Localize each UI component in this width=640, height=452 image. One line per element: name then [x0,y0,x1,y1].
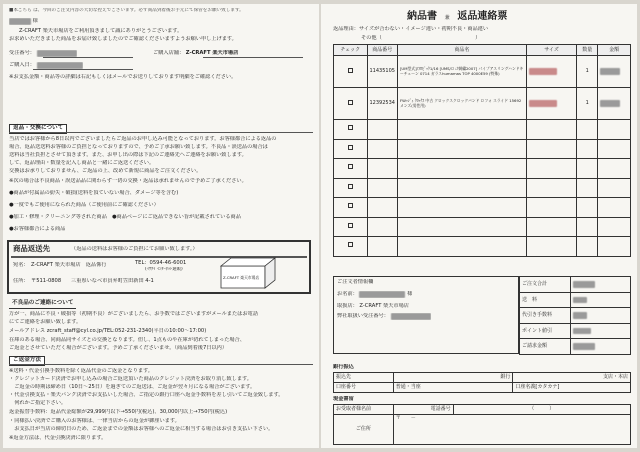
address-field[interactable]: 〒 － [393,415,630,445]
return-checkbox[interactable] [348,242,353,247]
item-code: 12392534 [367,88,397,120]
customer-info-box [333,276,519,354]
exchange-bullet-3: ●加工・修理・クリーニング等された商品 ●商品ページにご返品できない旨が記載されている商品 [9,214,241,220]
defect-text-1: 万が一、商品に不良・破損等（初期不良）がございましたら、お手数ではございますがメールまたはお電話 [9,311,258,317]
box-label: Z-CRAFT 楽天市場店 [223,275,260,280]
return-checkbox[interactable] [348,100,353,105]
item-name: FWｯｼﾞｭ ｸﾛｯｸｽ 中古 クロックスクロックバンド ロフォ スライド 15692 メンズ(男性用) [397,88,526,120]
item-price [598,56,631,88]
parcel-box-icon [219,256,277,290]
return-reason-row: 返品理由：サイズが合わない・イメージ違い・初期不良・商品違い [333,26,489,32]
col-price: 金額 [598,45,631,56]
totals-label: ご請求金額 [520,339,571,355]
document-title: 納品書 兼 返品連絡票 [407,11,508,22]
col-check: チェック [334,45,368,56]
customer-name: 様 [9,18,38,25]
refund-text-8: お支払日が当店の締切日のため、ご返金までの金額はお客様へのご返金に相当する場合はお引き支払い下さい。 [9,426,274,432]
order-number-row: 受注番号： [9,50,77,57]
order-number-row: 弊社取扱い受注番号： [337,313,431,320]
thanks-line-1: Z-CRAFT 楽天市場店をご利用頂きまして誠にありがとうございます。 [19,28,183,34]
bank-row [334,373,631,383]
exchange-text-1: 当店ではお客様から8日以内でございましたらご返品のお申し込み可能となっております。お客様都合による返品の [9,136,277,142]
item-qty: 1 [577,56,598,88]
exchange-text-6: ※次の場合は不良商品・誤送品品に関わらず一切の交換・返品は承れませんので予めご了承ください。 [9,178,247,184]
item-name: [UM型式]ｴｱﾛﾋﾞｯｸ1/16 [UMS/ロゴ刺繍2007] パイプアスリングハンドキーチェーン 0714 ガラスhumamas TOP 4000E59 (特殊) [397,56,526,88]
col-size: サイズ [526,45,577,56]
account-number-label: 口座番号 [334,383,394,393]
table-row [334,88,631,120]
return-checkbox[interactable] [348,68,353,73]
col-code: 商品番号 [367,45,397,56]
return-checkbox[interactable] [348,203,353,208]
return-checkbox[interactable] [348,184,353,189]
totals-row [520,323,631,339]
totals-label: 送 料 [520,292,571,308]
cash-registered-heading: 現金書留 [333,396,354,402]
items-table [333,44,631,257]
col-qty: 数量 [577,45,598,56]
items-header-row [334,45,631,56]
exchange-text-4: して、返品理由・数量を記入し商品と一緒にご返送ください。 [9,160,155,166]
purchase-date-row: ご購入日： [9,62,83,69]
col-name: 商品名 [397,45,526,56]
totals-row [520,292,631,308]
return-address-box [7,240,311,294]
defect-text-5: ご返金とさせていただく場合がございます。予めご了承くださいませ。（商品到着後7日以内） [9,345,228,351]
totals-row [520,277,631,293]
return-dest: Z-CRAFT 楽天市場店 返品係行 [31,262,107,268]
shop-row: 取扱店： Z-CRAFT 楽天市場店 [337,303,409,309]
return-tel-note: (ｲｳｹｲ ｲﾝﾀｰﾈｯﾄ通販) [145,267,183,272]
return-heading: 商品返送先 [13,244,50,253]
totals-label: ご注文合計 [520,277,571,293]
defect-text-4: 在庫のある場合、同商品同サイズとの交換となります。但し、1点ものや在庫が切れてしまった場合、 [9,337,245,343]
bank-label: 振込先 [334,373,394,383]
totals-value [571,277,631,293]
table-row-empty [334,139,631,159]
bank-row [334,383,631,393]
refund-text-7: ・同様払い決済でご購入のお客様は、一律当店からの返金が御座います。 [9,418,180,424]
table-row-empty [334,120,631,140]
table-row-empty [334,217,631,237]
refund-text-9: ※返金方法は、代金引換決済に限ります。 [9,435,107,441]
shop-row: ご購入店舗： Z-CRAFT 楽天市場店 [153,50,239,56]
customer-name-row: お名前： 様 [337,291,413,297]
account-holder-field[interactable]: 口座名義[カタカナ] [513,383,631,393]
bank-transfer-heading: 銀行振込 [333,364,354,370]
amount-note: ※お支払金額・商品等の詳細は右記もしくはメールでお送りしております明細をご確認ください。 [9,74,237,80]
totals-value [571,339,631,355]
totals-value [571,308,631,324]
defect-text-3: メールアドレス zcraft_staff@cyl.co.jp/TEL:052-231-2340(平日の10:00～17:00) [9,328,207,334]
item-qty: 1 [577,88,598,120]
item-size [526,88,577,120]
exchange-text-2: 場合、返品送送料お客様のご負担となっておりますので、予めご了承お願い致します。不良品・誤送品の場合は [9,144,268,150]
refund-text-5: 何れかご指定下さい。 [9,400,67,406]
return-checkbox[interactable] [348,145,353,150]
totals-value [571,323,631,339]
bank-transfer-table [333,372,631,393]
totals-label: ポイント値引 [520,323,571,339]
account-type-field[interactable]: 普通・当座 [393,383,513,393]
defect-text-2: にてご連絡をお願い致します。 [9,319,82,325]
customer-info-label: ご注文者情報欄 [337,279,374,285]
bank-branch-field[interactable]: 支店・本店 [513,373,631,383]
item-code: 11435105 [367,56,397,88]
cash-row [334,405,631,415]
refund-text-3: ご返金の時期は締め日（10日～25日）を過ぎてのご返送は、ご返金が翌々月になる場合がございます。 [9,384,256,390]
phone-label: 電話番号 [393,405,453,415]
table-row [334,56,631,88]
refund-text-6: 返金振替手数料：返品代金総額が29,999円以下→550円(税込)、30,000円以上→750円(税込) [9,409,228,415]
intro-note: ■本ごちら は、今回のご注文内容の大切な控えでございます。必ず商品到着後お手元にて保管をお願い致します。 [9,8,244,13]
item-size [526,56,577,88]
defect-heading: 不良品のご連絡について [9,300,76,309]
exchange-bullet-4: ●お客様都合による商品 [9,226,66,232]
totals-table [519,276,631,355]
address-label: ご住所 [334,415,394,445]
refund-text-4: ・代金引換支払・楽天バンク決済でお支払いした場合、ご指定の銀行口座へ返金手数料を差し引いてご返金致します。 [9,392,284,398]
return-note: （返品の送料はお客様のご負担にてお願い致します。） [71,246,198,252]
exchange-text-5: 交換はお承りしておりません、ご返品の上、改めて新規に商品をご注文ください。 [9,168,202,174]
exchange-bullet-2: ●一度でもご使用になられた商品（ご使用前にご確認ください） [9,202,159,208]
totals-row [520,308,631,324]
cash-registered-table [333,404,631,445]
table-row-empty [334,159,631,179]
totals-label: 代引き手数料 [520,308,571,324]
return-checkbox[interactable] [348,164,353,169]
table-row-empty [334,198,631,218]
return-zip: 〒511-0808 [31,278,62,284]
item-price [598,88,631,120]
totals-row [520,339,631,355]
return-addr-label: 住所： [13,278,29,284]
refund-heading: ご返金方法 [9,356,45,366]
return-reason-other: その他（ ） [361,35,481,41]
exchange-bullet-1: ●商品が付属品の紛失・破損(送料を頂ていない場合、ダメージ等を含む) [9,190,179,196]
delivery-slip-left [3,4,319,448]
return-checkbox[interactable] [348,125,353,130]
table-row-empty [334,237,631,257]
recipient-name-label: お受取者様名前 [334,405,394,415]
exchange-heading: 返品・交換について [9,124,67,134]
refund-text-1: ※送料・代金引換手数料を除く返品代金のご返金となります。 [9,368,153,374]
totals-value [571,292,631,308]
delivery-slip-right [321,4,637,448]
table-row-empty [334,178,631,198]
exchange-text-3: 送料は当社負担とさせて頂きます。また、お申し出の際は下記のご連絡先へご連絡をお願い致します。 [9,152,247,158]
return-address: 三重県いなべ市員弁町笠田新田 4-1 [71,278,154,284]
return-dest-label: 宛名： [13,262,29,268]
bank-name-field[interactable]: 銀行 [393,373,513,383]
return-checkbox[interactable] [348,223,353,228]
return-tel: TEL：0594-46-6001 [135,260,187,266]
thanks-line-2: お求めいただきました商品をお届け致しましたのでご確認くださいますようお願い申し上げます。 [9,36,237,42]
refund-text-2: ・クレジットカード決済でお申し込みの場合ご返送頂いた商品のクレジット決済をお取り消し致します。 [9,376,252,382]
phone-field[interactable]: （ ） [453,405,630,415]
cash-row [334,415,631,445]
